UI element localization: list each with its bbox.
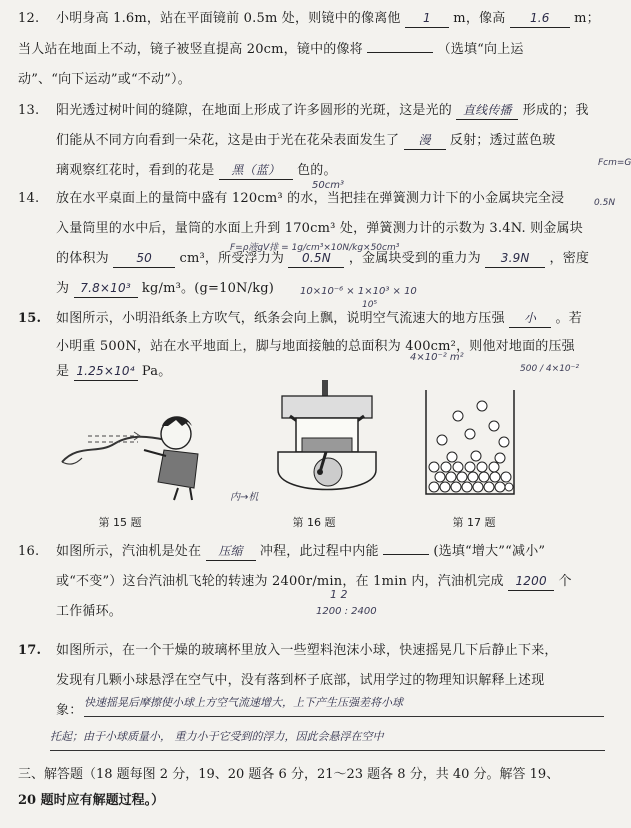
question-number: 13. bbox=[18, 103, 40, 118]
question-text: 的体积为 bbox=[56, 251, 109, 266]
question-text: m； bbox=[574, 11, 600, 26]
answer-blank[interactable]: 1 bbox=[405, 9, 449, 28]
answer-blank[interactable]: 50 bbox=[113, 249, 175, 268]
question-text: 形成的；我 bbox=[522, 103, 589, 118]
question-text: cm³，所受浮力为 bbox=[179, 251, 285, 266]
question-text: 如图所示，在一个干燥的玻璃杯里放入一些塑料泡沫小球，快速摇晃几下后静止下来， bbox=[56, 643, 558, 658]
question-number: 17. bbox=[18, 643, 42, 658]
handwritten-note: 4×10⁻² m² bbox=[410, 352, 464, 363]
handwritten-note: 10⁵ bbox=[362, 300, 378, 310]
answer-blank[interactable]: 黑（蓝） bbox=[219, 161, 293, 180]
question-13 bbox=[18, 96, 610, 186]
question-number: 16. bbox=[18, 544, 40, 559]
question-text: 象： bbox=[56, 703, 83, 718]
question-text: m，像高 bbox=[453, 11, 506, 26]
answer-line[interactable]: 快速摇晃后摩擦使小球上方空气流速增大，上下产生压强差将小球 bbox=[84, 690, 604, 717]
question-text: 。若 bbox=[555, 311, 582, 326]
figure-caption: 第 17 题 bbox=[452, 516, 496, 529]
handwritten-note: 1200 : 2400 bbox=[316, 606, 377, 617]
question-text: 入量筒里的水中后，量筒的水面上升到 170cm³ 处，弹簧测力计的示数为 3.4N. 则金属块 bbox=[56, 221, 583, 236]
question-text: 或“不变”）这台汽油机飞轮的转速为 2400r/min，在 1min 内，汽油机完成 bbox=[56, 574, 504, 589]
handwritten-note: 内→机 bbox=[230, 492, 259, 503]
handwritten-note: 10×10⁻⁶ × 1×10³ × 10 bbox=[300, 286, 417, 297]
answer-blank[interactable]: 1.6 bbox=[510, 9, 570, 28]
question-text: 动”、“向下运动”或“不动”）。 bbox=[18, 72, 191, 87]
question-text: 如图所示，汽油机是处在 bbox=[56, 544, 202, 559]
figure-15-blowing-paper bbox=[48, 392, 218, 504]
question-text: ，密度 bbox=[549, 251, 590, 266]
question-text: 色的。 bbox=[297, 163, 337, 178]
figure-16-engine-cylinder bbox=[268, 378, 386, 502]
question-text: 工作循环。 bbox=[56, 604, 123, 619]
question-number: 15. bbox=[18, 311, 42, 326]
question-text: 冲程，此过程中内能 bbox=[259, 544, 379, 559]
question-12 bbox=[18, 4, 610, 95]
question-text: ，金属块受到的重力为 bbox=[348, 251, 481, 266]
question-number: 14. bbox=[18, 191, 40, 206]
handwritten-note: 500 / 4×10⁻² bbox=[520, 364, 580, 374]
question-text: 璃观察红花时，看到的花是 bbox=[56, 163, 215, 178]
question-text: Pa。 bbox=[141, 364, 172, 379]
question-text: （选填“向上运 bbox=[437, 42, 524, 57]
question-text: 小明身高 1.6m，站在平面镜前 0.5m 处，则镜中的像离他 bbox=[56, 11, 401, 26]
question-text: 是 bbox=[56, 364, 70, 379]
answer-blank[interactable]: 小 bbox=[509, 309, 551, 328]
question-text: 阳光透过树叶间的缝隙，在地面上形成了许多圆形的光斑，这是光的 bbox=[56, 103, 453, 118]
figure-caption: 第 16 题 bbox=[292, 516, 336, 529]
handwritten-note: 1 2 bbox=[330, 588, 348, 601]
question-text: 当人站在地面上不动，镜子被竖直提高 20cm，镜中的像将 bbox=[18, 42, 363, 57]
question-text: 们能从不同方向看到一朵花，这是由于光在花朵表面发生了 bbox=[56, 133, 400, 148]
question-text: (选填“增大”“减小” bbox=[433, 544, 546, 559]
answer-blank[interactable]: 压缩 bbox=[206, 542, 256, 561]
handwritten-note: F=ρ液gV排 = 1g/cm³×10N/kg×50cm³ bbox=[230, 243, 400, 253]
question-text: kg/m³。(g=10N/kg) bbox=[141, 281, 275, 296]
question-number: 12. bbox=[18, 11, 40, 26]
question-text: 如图所示，小明沿纸条上方吹气，纸条会向上飘，说明空气流速大的地方压强 bbox=[56, 311, 505, 326]
section-text: 三、解答题（18 题每图 2 分，19、20 题各 6 分，21～23 题各 8 分，共 40 分。解答 19、 bbox=[18, 767, 560, 782]
answer-blank[interactable]: 3.9N bbox=[485, 249, 545, 268]
answer-blank[interactable]: 0.5N bbox=[288, 249, 344, 268]
figure-caption: 第 15 题 bbox=[98, 516, 142, 529]
handwritten-note: 50cm³ bbox=[312, 180, 344, 191]
answer-blank[interactable]: 1200 bbox=[508, 572, 554, 591]
answer-blank[interactable]: 7.8×10³ bbox=[74, 279, 138, 298]
answer-blank[interactable]: 漫 bbox=[404, 131, 446, 150]
answer-blank[interactable] bbox=[367, 34, 433, 53]
question-text: 个 bbox=[558, 574, 572, 589]
question-text: 发现有几颗小球悬浮在空气中，没有落到杯子底部，试用学过的物理知识解释上述现 bbox=[56, 673, 545, 688]
margin-note: 0.5N bbox=[594, 198, 616, 208]
answer-blank[interactable] bbox=[383, 536, 429, 555]
section-3-header bbox=[18, 762, 610, 814]
answer-line[interactable]: 托起；由于小球质量小， 重力小于它受到的浮力，因此会悬浮在空中 bbox=[50, 724, 605, 751]
question-text: 放在水平桌面上的量筒中盛有 120cm³ 的水，当把挂在弹簧测力计下的小金属块完全浸 bbox=[56, 191, 565, 206]
question-text: 为 bbox=[56, 281, 70, 296]
answer-blank[interactable]: 1.25×10⁴ bbox=[74, 362, 138, 381]
figure-17-glass-with-foam-balls bbox=[420, 386, 520, 502]
question-text: 小明重 500N，站在水平地面上，脚与地面接触的总面积为 400cm²，则他对地面的压强 bbox=[56, 339, 575, 354]
section-text: 20 题时应有解题过程。） bbox=[18, 793, 165, 808]
margin-note: Fcm=G bbox=[598, 158, 631, 168]
question-text: 反射；透过蓝色玻 bbox=[449, 133, 556, 148]
answer-blank[interactable]: 直线传播 bbox=[456, 101, 518, 120]
question-16 bbox=[18, 536, 610, 627]
